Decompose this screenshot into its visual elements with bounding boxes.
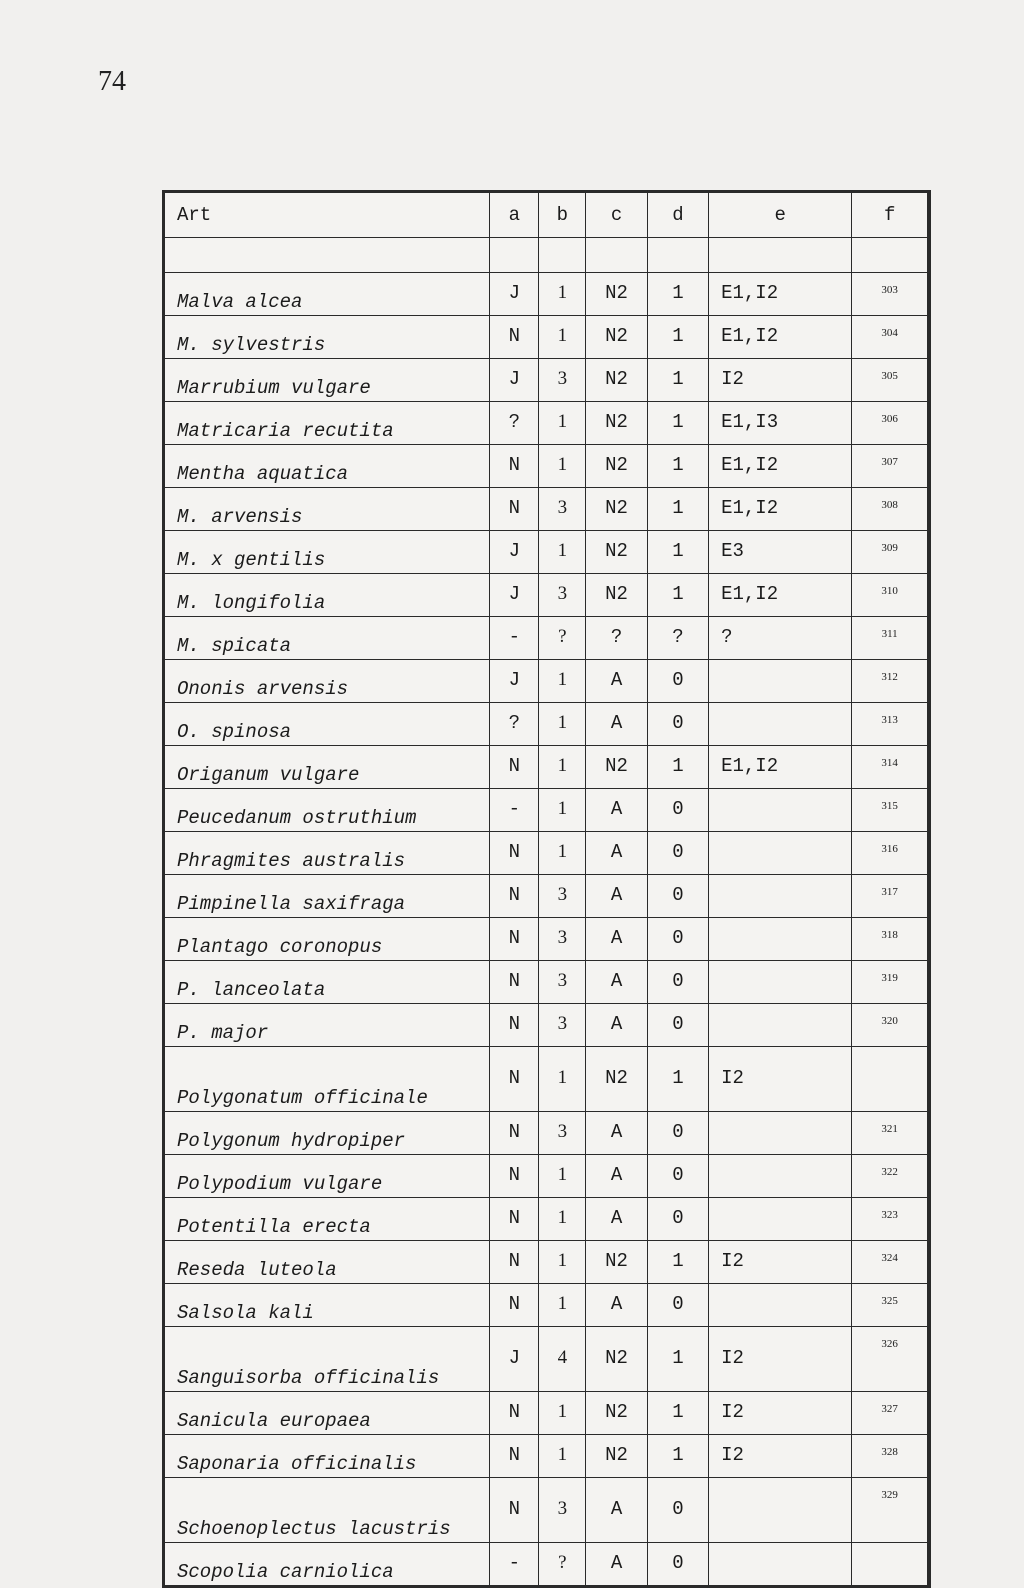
cell-c: N2	[586, 402, 647, 445]
cell-d: 0	[647, 1112, 708, 1155]
table-row	[165, 1155, 928, 1198]
cell-b: 1	[539, 1435, 586, 1478]
cell-e	[709, 1284, 852, 1327]
cell-f: 308	[852, 488, 928, 531]
table-row	[165, 1392, 928, 1435]
cell-e	[709, 703, 852, 746]
cell-b: 3	[539, 359, 586, 402]
species-name: Marrubium vulgare	[165, 359, 490, 402]
header-row	[165, 193, 928, 238]
cell-b: 3	[539, 1478, 586, 1543]
table-row	[165, 617, 928, 660]
cell-a: N	[490, 445, 539, 488]
cell-b: 1	[539, 1155, 586, 1198]
cell-c: N2	[586, 746, 647, 789]
cell-a: J	[490, 359, 539, 402]
cell-c: ?	[586, 617, 647, 660]
cell-a: J	[490, 1327, 539, 1392]
cell-d: 1	[647, 1327, 708, 1392]
cell-e	[709, 1543, 852, 1586]
cell-a: N	[490, 1112, 539, 1155]
cell-c: A	[586, 1543, 647, 1586]
cell-d: 1	[647, 359, 708, 402]
species-name: Polypodium vulgare	[165, 1155, 490, 1198]
species-name: Malva alcea	[165, 273, 490, 316]
cell-f	[852, 1047, 928, 1112]
header-b: b	[539, 193, 586, 238]
cell-b: 1	[539, 660, 586, 703]
cell-d: 1	[647, 445, 708, 488]
species-name: M. spicata	[165, 617, 490, 660]
cell-f: 322	[852, 1155, 928, 1198]
cell-b: 1	[539, 1047, 586, 1112]
species-name: Plantago coronopus	[165, 918, 490, 961]
table-row	[165, 1198, 928, 1241]
cell-c: N2	[586, 273, 647, 316]
cell-a: -	[490, 617, 539, 660]
table-row	[165, 488, 928, 531]
table-row	[165, 531, 928, 574]
cell-a: N	[490, 961, 539, 1004]
species-name: P. major	[165, 1004, 490, 1047]
cell-f: 311	[852, 617, 928, 660]
cell-a: N	[490, 316, 539, 359]
cell-f: 329	[852, 1478, 928, 1543]
table-row	[165, 445, 928, 488]
cell-b: 3	[539, 574, 586, 617]
cell-a: N	[490, 875, 539, 918]
cell-c: A	[586, 918, 647, 961]
cell-b: 1	[539, 1284, 586, 1327]
species-name: Saponaria officinalis	[165, 1435, 490, 1478]
cell-d: 0	[647, 1155, 708, 1198]
cell-e	[709, 1112, 852, 1155]
cell-f: 318	[852, 918, 928, 961]
cell-f: 312	[852, 660, 928, 703]
cell-b: 1	[539, 445, 586, 488]
cell-d: 0	[647, 918, 708, 961]
cell-c: A	[586, 660, 647, 703]
cell-c: N2	[586, 1327, 647, 1392]
cell-a: J	[490, 660, 539, 703]
cell-f: 327	[852, 1392, 928, 1435]
cell-b: 1	[539, 789, 586, 832]
cell-c: A	[586, 1478, 647, 1543]
cell-f: 309	[852, 531, 928, 574]
cell-e: E1,I2	[709, 445, 852, 488]
cell-d: 1	[647, 488, 708, 531]
cell-b: 1	[539, 402, 586, 445]
table-row	[165, 703, 928, 746]
cell-f: 315	[852, 789, 928, 832]
header-c: c	[586, 193, 647, 238]
cell-c: A	[586, 1004, 647, 1047]
cell-d: 1	[647, 402, 708, 445]
cell-f: 326	[852, 1327, 928, 1392]
cell-a: J	[490, 273, 539, 316]
cell-c: N2	[586, 1047, 647, 1112]
cell-c: N2	[586, 574, 647, 617]
table-row	[165, 359, 928, 402]
cell-b: 1	[539, 531, 586, 574]
cell-e: I2	[709, 1047, 852, 1112]
table-row	[165, 746, 928, 789]
page-number: 74	[98, 66, 126, 97]
table-row	[165, 1327, 928, 1392]
cell-e	[709, 660, 852, 703]
cell-f: 324	[852, 1241, 928, 1284]
cell-e: E1,I2	[709, 574, 852, 617]
cell-a: N	[490, 488, 539, 531]
cell-a: ?	[490, 402, 539, 445]
cell-e: E1,I3	[709, 402, 852, 445]
cell-f: 305	[852, 359, 928, 402]
cell-d: 1	[647, 1392, 708, 1435]
cell-b: 1	[539, 746, 586, 789]
species-name: Matricaria recutita	[165, 402, 490, 445]
species-name: Potentilla erecta	[165, 1198, 490, 1241]
cell-d: 0	[647, 1284, 708, 1327]
cell-a: N	[490, 1284, 539, 1327]
cell-f: 316	[852, 832, 928, 875]
cell-c: A	[586, 1112, 647, 1155]
cell-a: N	[490, 1241, 539, 1284]
cell-b: 3	[539, 1004, 586, 1047]
cell-d: 0	[647, 789, 708, 832]
cell-f: 307	[852, 445, 928, 488]
cell-f: 323	[852, 1198, 928, 1241]
cell-f: 328	[852, 1435, 928, 1478]
cell-c: A	[586, 789, 647, 832]
table-row	[165, 1047, 928, 1112]
table-row	[165, 1284, 928, 1327]
cell-f: 304	[852, 316, 928, 359]
table-row	[165, 316, 928, 359]
table-row	[165, 660, 928, 703]
cell-c: A	[586, 1198, 647, 1241]
species-name: M. sylvestris	[165, 316, 490, 359]
cell-c: N2	[586, 1392, 647, 1435]
cell-d: 1	[647, 1241, 708, 1284]
table-row	[165, 789, 928, 832]
cell-c: N2	[586, 1435, 647, 1478]
table-row	[165, 832, 928, 875]
cell-f: 317	[852, 875, 928, 918]
cell-b: 1	[539, 273, 586, 316]
species-name: Polygonum hydropiper	[165, 1112, 490, 1155]
cell-a: N	[490, 1155, 539, 1198]
cell-e	[709, 1198, 852, 1241]
cell-f: 325	[852, 1284, 928, 1327]
table-row	[165, 273, 928, 316]
table-body	[165, 273, 928, 1586]
cell-b: ?	[539, 1543, 586, 1586]
table-row	[165, 1543, 928, 1586]
cell-b: 1	[539, 316, 586, 359]
cell-d: 1	[647, 273, 708, 316]
cell-b: ?	[539, 617, 586, 660]
cell-a: N	[490, 1392, 539, 1435]
cell-d: 0	[647, 1543, 708, 1586]
species-name: Scopolia carniolica	[165, 1543, 490, 1586]
table-row	[165, 1241, 928, 1284]
cell-a: N	[490, 1198, 539, 1241]
species-name: Polygonatum officinale	[165, 1047, 490, 1112]
cell-c: A	[586, 832, 647, 875]
table-row	[165, 918, 928, 961]
cell-a: N	[490, 746, 539, 789]
cell-a: N	[490, 832, 539, 875]
cell-c: A	[586, 961, 647, 1004]
header-d: d	[647, 193, 708, 238]
header-art: Art	[165, 193, 490, 238]
cell-b: 3	[539, 488, 586, 531]
cell-e: I2	[709, 359, 852, 402]
cell-b: 1	[539, 1392, 586, 1435]
cell-b: 3	[539, 875, 586, 918]
cell-c: A	[586, 1284, 647, 1327]
cell-a: N	[490, 1004, 539, 1047]
cell-c: N2	[586, 316, 647, 359]
cell-e	[709, 789, 852, 832]
cell-e: E1,I2	[709, 746, 852, 789]
cell-b: 1	[539, 1241, 586, 1284]
species-name: Sanicula europaea	[165, 1392, 490, 1435]
header-f: f	[852, 193, 928, 238]
cell-c: A	[586, 1155, 647, 1198]
cell-c: N2	[586, 488, 647, 531]
cell-f: 306	[852, 402, 928, 445]
cell-e	[709, 918, 852, 961]
cell-e: E3	[709, 531, 852, 574]
cell-e	[709, 961, 852, 1004]
cell-d: 1	[647, 531, 708, 574]
cell-d: 0	[647, 1478, 708, 1543]
cell-d: 1	[647, 316, 708, 359]
cell-d: 1	[647, 1435, 708, 1478]
cell-b: 1	[539, 1198, 586, 1241]
cell-f	[852, 1543, 928, 1586]
table-row	[165, 574, 928, 617]
cell-b: 3	[539, 961, 586, 1004]
species-name: Mentha aquatica	[165, 445, 490, 488]
cell-e	[709, 1004, 852, 1047]
header-e: e	[709, 193, 852, 238]
cell-d: 1	[647, 746, 708, 789]
cell-d: 0	[647, 1004, 708, 1047]
cell-f: 320	[852, 1004, 928, 1047]
cell-a: N	[490, 1478, 539, 1543]
cell-e	[709, 875, 852, 918]
table-row	[165, 1435, 928, 1478]
cell-d: 0	[647, 875, 708, 918]
species-name: Sanguisorba officinalis	[165, 1327, 490, 1392]
cell-c: N2	[586, 1241, 647, 1284]
cell-f: 314	[852, 746, 928, 789]
cell-b: 4	[539, 1327, 586, 1392]
table-row	[165, 402, 928, 445]
cell-e: I2	[709, 1392, 852, 1435]
cell-e: E1,I2	[709, 316, 852, 359]
header-a: a	[490, 193, 539, 238]
species-name: Schoenoplectus lacustris	[165, 1478, 490, 1543]
cell-b: 1	[539, 832, 586, 875]
cell-c: N2	[586, 359, 647, 402]
cell-c: A	[586, 703, 647, 746]
cell-c: A	[586, 875, 647, 918]
species-name: P. lanceolata	[165, 961, 490, 1004]
cell-c: N2	[586, 531, 647, 574]
cell-f: 319	[852, 961, 928, 1004]
species-name: Peucedanum ostruthium	[165, 789, 490, 832]
cell-e	[709, 1155, 852, 1198]
cell-a: N	[490, 1435, 539, 1478]
table-row	[165, 1478, 928, 1543]
cell-c: N2	[586, 445, 647, 488]
cell-b: 3	[539, 918, 586, 961]
species-name: Pimpinella saxifraga	[165, 875, 490, 918]
cell-a: ?	[490, 703, 539, 746]
cell-e: ?	[709, 617, 852, 660]
cell-f: 313	[852, 703, 928, 746]
cell-a: N	[490, 1047, 539, 1112]
species-name: Salsola kali	[165, 1284, 490, 1327]
cell-d: 0	[647, 832, 708, 875]
cell-a: -	[490, 789, 539, 832]
cell-a: -	[490, 1543, 539, 1586]
species-name: M. longifolia	[165, 574, 490, 617]
cell-e: E1,I2	[709, 488, 852, 531]
cell-e: I2	[709, 1435, 852, 1478]
species-name: O. spinosa	[165, 703, 490, 746]
species-table	[162, 190, 931, 1588]
cell-e: E1,I2	[709, 273, 852, 316]
cell-d: 0	[647, 660, 708, 703]
cell-d: 1	[647, 1047, 708, 1112]
cell-f: 310	[852, 574, 928, 617]
cell-e: I2	[709, 1327, 852, 1392]
cell-d: 0	[647, 1198, 708, 1241]
cell-d: ?	[647, 617, 708, 660]
cell-d: 1	[647, 574, 708, 617]
cell-f: 321	[852, 1112, 928, 1155]
table-row	[165, 961, 928, 1004]
cell-e	[709, 1478, 852, 1543]
species-name: Reseda luteola	[165, 1241, 490, 1284]
table-row	[165, 1112, 928, 1155]
cell-b: 1	[539, 703, 586, 746]
cell-d: 0	[647, 961, 708, 1004]
cell-a: J	[490, 531, 539, 574]
cell-e	[709, 832, 852, 875]
cell-e: I2	[709, 1241, 852, 1284]
species-name: Ononis arvensis	[165, 660, 490, 703]
cell-a: J	[490, 574, 539, 617]
species-name: Phragmites australis	[165, 832, 490, 875]
species-name: Origanum vulgare	[165, 746, 490, 789]
table-row	[165, 875, 928, 918]
species-name: M. arvensis	[165, 488, 490, 531]
spacer-row	[165, 238, 928, 273]
cell-b: 3	[539, 1112, 586, 1155]
cell-f: 303	[852, 273, 928, 316]
cell-a: N	[490, 918, 539, 961]
table-row	[165, 1004, 928, 1047]
cell-d: 0	[647, 703, 708, 746]
species-name: M. x gentilis	[165, 531, 490, 574]
